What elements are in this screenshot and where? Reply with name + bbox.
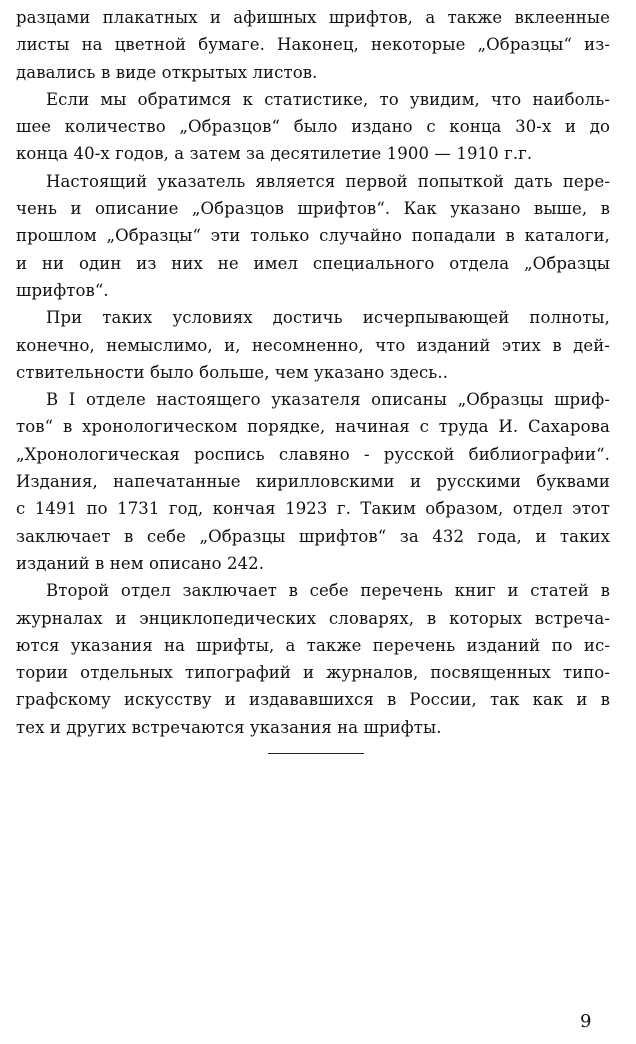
- text-line: ствительности было больше, чем указано здесь..: [16, 362, 449, 382]
- text-line: заключает в себе „Образцы шрифтов“ за 432 года, и таких: [16, 526, 610, 546]
- text-line: давались в виде открытых листов.: [16, 62, 318, 82]
- text-line: тов“ в хронологическом порядке, начиная с труда И. Сахарова: [16, 417, 610, 437]
- text-line: чень и описание „Образцов шрифтов“. Как указано выше, в: [16, 199, 610, 219]
- text-line: ются указания на шрифты, а также перечень изданий по ис-: [16, 635, 610, 655]
- section-divider: [268, 753, 364, 754]
- text-line: Издания, напечатанные кирилловскими и русскими буквами: [16, 472, 610, 492]
- text-line: листы на цветной бумаге. Наконец, некоторые „Образцы“ из-: [16, 35, 610, 55]
- text-line: изданий в нем описано 242.: [16, 553, 265, 573]
- text-line: конечно, немыслимо, и, несомненно, что изданий этих в дей-: [16, 335, 610, 355]
- paragraph-5: [16, 386, 610, 577]
- page-number: 9: [580, 1011, 592, 1032]
- text-line: Настоящий указатель является первой попыткой дать пере-: [46, 171, 610, 191]
- text-line: прошлом „Образцы“ эти только случайно попадали в каталоги,: [16, 226, 610, 246]
- text-line: В I отделе настоящего указателя описаны „Образцы шриф-: [46, 390, 610, 410]
- paragraph-3: [16, 168, 610, 304]
- paragraph-2: [16, 86, 610, 168]
- text-line: тории отдельных типографий и журналов, посвященных типо-: [16, 663, 610, 683]
- text-line: и ни один из них не имел специального отдела „Образцы: [16, 253, 610, 273]
- paragraph-1: [16, 4, 610, 86]
- text-line: разцами плакатных и афишных шрифтов, а также вклеенные: [16, 8, 610, 27]
- text-line: шрифтов“.: [16, 280, 109, 300]
- text-line: конца 40-х годов, а затем за десятилетие 1900 — 1910 г.г.: [16, 144, 533, 164]
- text-line: журналах и энциклопедических словарях, в которых встреча-: [16, 608, 610, 628]
- text-line: графскому искусству и издававшихся в России, так как и в: [16, 690, 610, 710]
- text-line: При таких условиях достичь исчерпывающей полноты,: [46, 308, 610, 328]
- text-line: с 1491 по 1731 год, кончая 1923 г. Таким образом, отдел этот: [16, 499, 610, 519]
- text-line: Если мы обратимся к статистике, то увидим, что наиболь-: [46, 89, 610, 109]
- text-line: шее количество „Образцов“ было издано с конца 30-х и до: [16, 117, 610, 137]
- text-line: „Хронологическая роспись славяно - русской библиографии“.: [16, 444, 610, 464]
- text-line: тех и других встречаются указания на шрифты.: [16, 717, 442, 737]
- text-line: Второй отдел заключает в себе перечень книг и статей в: [46, 581, 610, 601]
- paragraph-6: [16, 577, 610, 741]
- page-body: [16, 4, 610, 741]
- paragraph-4: [16, 304, 610, 386]
